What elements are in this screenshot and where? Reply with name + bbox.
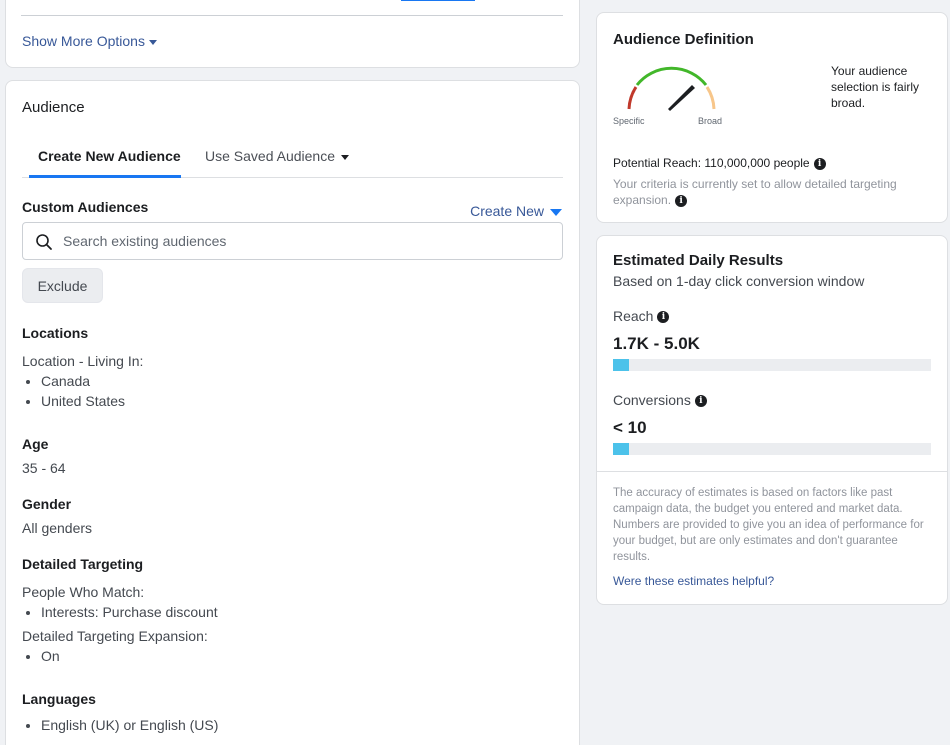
caret-down-icon [341, 155, 349, 160]
audience-definition-title: Audience Definition [613, 31, 754, 48]
gauge-arc-specific [629, 87, 636, 109]
gauge-needle [668, 85, 695, 111]
criteria-note-text: Your criteria is currently set to allow detailed targeting expansion. [613, 177, 897, 207]
caret-down-icon [550, 209, 562, 216]
gauge-arc-broad [707, 87, 714, 109]
detailed-targeting-label: Detailed Targeting [22, 556, 144, 572]
divider [21, 15, 563, 16]
gauge-left-label: Specific [613, 116, 645, 126]
show-more-options-link[interactable] [22, 33, 157, 49]
tab-create-new-audience[interactable]: Create New Audience [38, 148, 181, 164]
locations-label: Locations [22, 325, 89, 341]
expansion-label: Detailed Targeting Expansion: [22, 628, 208, 644]
audience-tabs [22, 136, 563, 178]
options-card [5, 0, 580, 68]
languages-label: Languages [22, 691, 96, 707]
reach-value: 1.7K - 5.0K [613, 334, 700, 353]
caret-down-icon [149, 40, 157, 45]
age-value: 35 - 64 [22, 460, 66, 476]
audience-summary: Your audience selection is fairly broad. [831, 64, 920, 110]
language-item: English (UK) or English (US) [41, 717, 219, 733]
info-icon[interactable]: i [675, 195, 687, 207]
info-icon[interactable]: i [814, 158, 826, 170]
audience-card [5, 80, 580, 745]
list-item [26, 648, 60, 664]
conversions-bar [613, 443, 931, 455]
conversions-bar-fill [613, 443, 629, 455]
bullet-icon [26, 724, 30, 728]
estimates-subtitle: Based on 1-day click conversion window [613, 273, 865, 289]
info-icon[interactable]: i [657, 311, 669, 323]
create-new-label: Create New [470, 203, 544, 219]
audience-gauge [613, 61, 723, 131]
estimates-helpful-link[interactable]: Were these estimates helpful? [613, 574, 775, 588]
reach-bar-fill [613, 359, 629, 371]
custom-audiences-label: Custom Audiences [22, 199, 149, 215]
age-label: Age [22, 436, 49, 452]
divider [597, 471, 947, 472]
people-who-match-label: People Who Match: [22, 584, 145, 600]
reach-bar [613, 359, 931, 371]
conversions-value: < 10 [613, 418, 647, 437]
active-tab-indicator [29, 175, 181, 178]
location-item: United States [41, 393, 126, 409]
bullet-icon [26, 611, 30, 615]
criteria-note [613, 176, 923, 208]
create-new-button[interactable] [470, 203, 562, 219]
search-box[interactable] [22, 222, 563, 260]
conversions-label-row [613, 392, 707, 408]
reach-label-row [613, 308, 669, 324]
show-more-options-label: Show More Options [22, 33, 145, 49]
bullet-icon [26, 380, 30, 384]
expansion-item: On [41, 648, 60, 664]
exclude-button[interactable]: Exclude [22, 268, 103, 303]
bullet-icon [26, 655, 30, 659]
list-item [26, 373, 90, 389]
estimated-daily-results-card [596, 235, 948, 605]
location-item: Canada [41, 373, 91, 389]
gender-value: All genders [22, 520, 93, 536]
bullet-icon [26, 400, 30, 404]
gauge-arc-middle [637, 68, 706, 85]
list-item [26, 717, 218, 733]
estimates-disclaimer: The accuracy of estimates is based on factors like past campaign data, the budget you entered and market data. Numbers are provided to give you an idea of performance for your budget, but are only estimates and don't guarantee results. [613, 487, 924, 563]
gauge-right-label: Broad [698, 116, 723, 126]
reach-label: Reach [613, 308, 654, 324]
gender-label: Gender [22, 496, 72, 512]
locations-sub-label: Location - Living In: [22, 353, 144, 369]
conversions-label: Conversions [613, 392, 691, 408]
list-item [26, 604, 218, 620]
audience-definition-card [596, 12, 948, 223]
info-icon[interactable]: i [695, 395, 707, 407]
list-item [26, 393, 125, 409]
search-icon [35, 233, 53, 251]
search-input[interactable] [63, 231, 543, 251]
interest-item: Interests: Purchase discount [41, 604, 218, 620]
potential-reach-row [613, 156, 826, 170]
active-field-underline [401, 0, 475, 1]
potential-reach-text: Potential Reach: 110,000,000 people [613, 156, 810, 170]
tab-use-saved-audience[interactable] [205, 148, 349, 164]
tab-use-saved-audience-label: Use Saved Audience [205, 148, 335, 164]
audience-title: Audience [22, 99, 85, 116]
estimates-title: Estimated Daily Results [613, 252, 784, 269]
